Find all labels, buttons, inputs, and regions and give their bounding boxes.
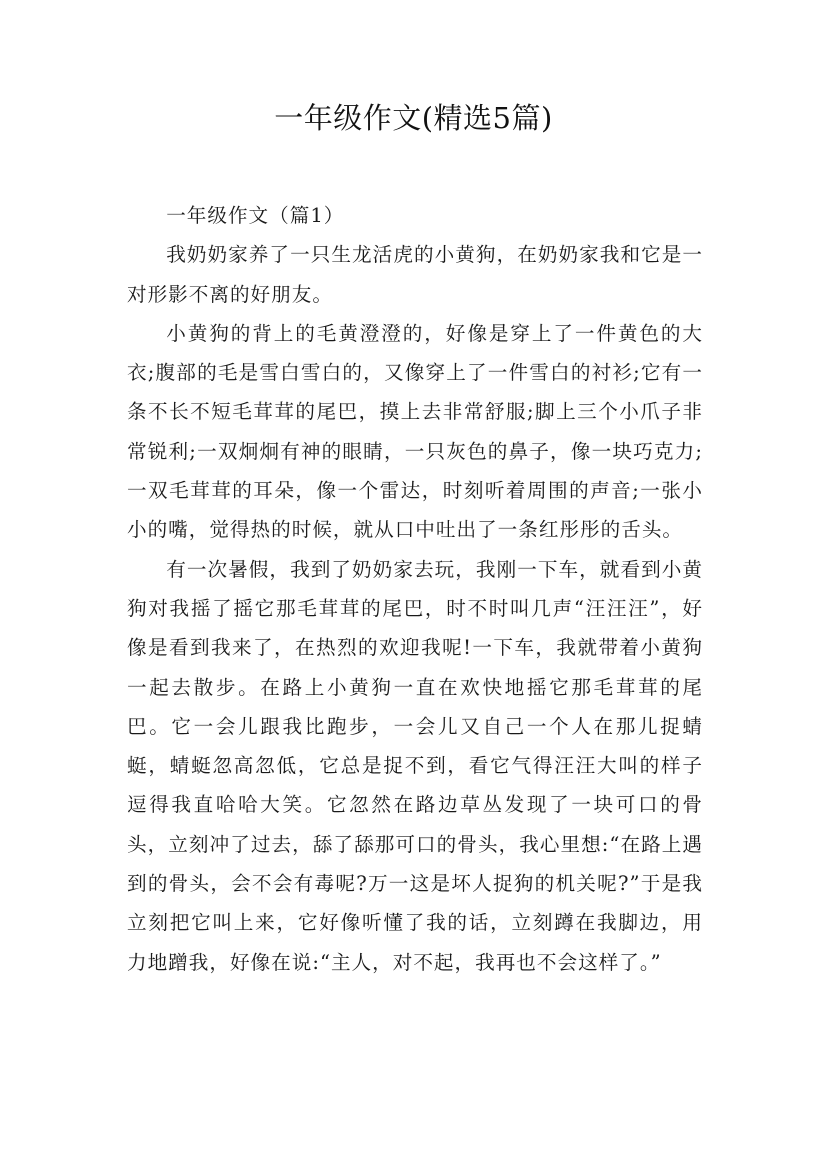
- paragraph: 小黄狗的背上的毛黄澄澄的，好像是穿上了一件黄色的大衣;腹部的毛是雪白雪白的，又像穿上了一件雪白的衬衫;它有一条不长不短毛茸茸的尾巴，摸上去非常舒服;脚上三个小爪子非常锐利;一双炯炯有神的眼睛，一只灰色的鼻子，像一块巧克力;一双毛茸茸的耳朵，像一个雷达，时刻听着周围的声音;一张小小的嘴，觉得热的时候，就从口中吐出了一条红彤彤的舌头。: [127, 321, 703, 542]
- document-title: 一年级作文(精选5篇): [274, 101, 553, 135]
- paragraph: 有一次暑假，我到了奶奶家去玩，我刚一下车，就看到小黄狗对我摇了摇它那毛茸茸的尾巴，时不时叫几声“汪汪汪”，好像是看到我来了，在热烈的欢迎我呢!一下车，我就带着小黄狗一起去散步。在路上小黄狗一直在欢快地摇它那毛茸茸的尾巴。它一会儿跟我比跑步，一会儿又自己一个人在那儿捉蜻蜓，蜻蜓忽高忽低，它总是捉不到，看它气得汪汪大叫的样子逗得我直哈哈大笑。它忽然在路边草丛发现了一块可口的骨头，立刻冲了过去，舔了舔那可口的骨头，我心里想:“在路上遇到的骨头，会不会有毒呢?万一这是坏人捉狗的机关呢?”于是我立刻把它叫上来，它好像听懂了我的话，立刻蹲在我脚边，用力地蹭我，好像在说:“主人，对不起，我再也不会这样了。”: [127, 557, 703, 974]
- document-body: [127, 196, 703, 982]
- paragraph: 我奶奶家养了一只生龙活虎的小黄狗，在奶奶家我和它是一对形影不离的好朋友。: [127, 243, 703, 306]
- section-heading: 一年级作文（篇1）: [166, 204, 345, 227]
